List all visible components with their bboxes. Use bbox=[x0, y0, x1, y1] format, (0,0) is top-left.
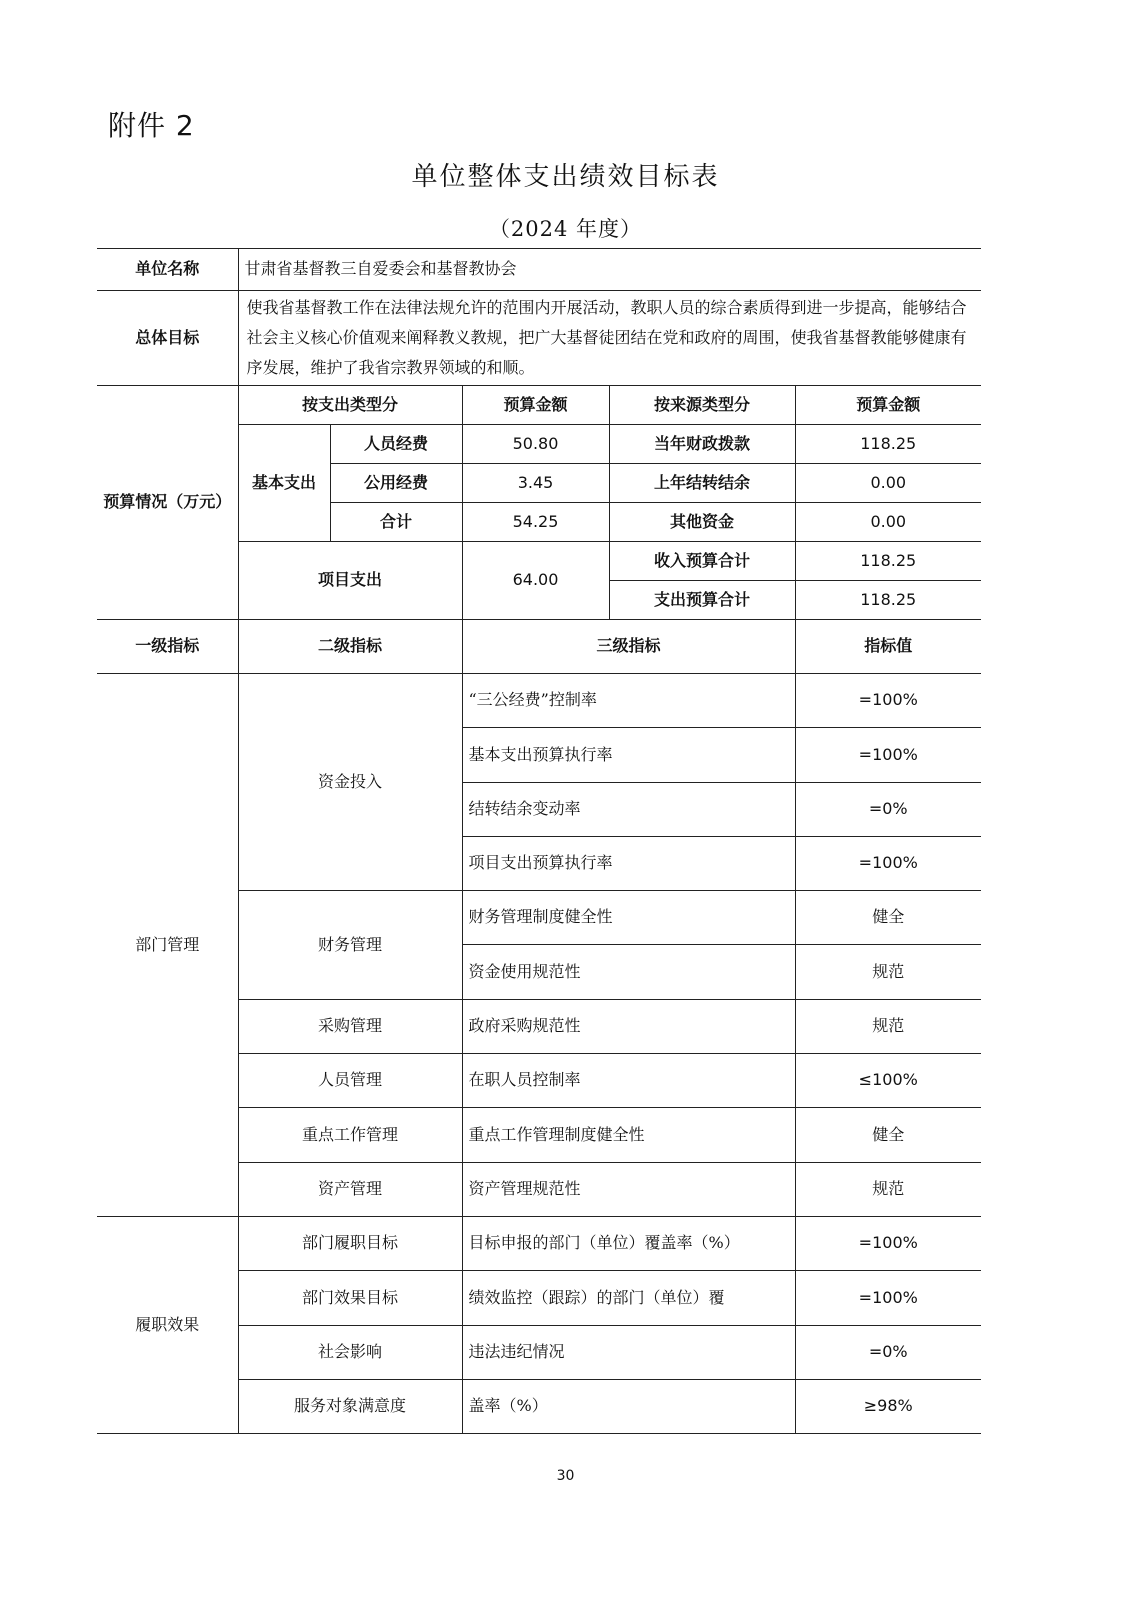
indicator-header-level3: 三级指标 bbox=[462, 620, 795, 674]
indicator-level2: 采购管理 bbox=[238, 999, 462, 1053]
indicator-header-value: 指标值 bbox=[795, 620, 981, 674]
indicator-header-row bbox=[97, 620, 981, 674]
indicator-level3: 目标申报的部门（单位）覆盖率（%） bbox=[462, 1216, 795, 1270]
source-name: 支出预算合计 bbox=[609, 581, 795, 620]
basic-item-name: 人员经费 bbox=[330, 425, 462, 464]
basic-item-name: 合计 bbox=[330, 503, 462, 542]
indicator-value: 规范 bbox=[795, 945, 981, 999]
indicator-value: 健全 bbox=[795, 1108, 981, 1162]
source-amount: 118.25 bbox=[795, 542, 981, 581]
goal-label: 总体目标 bbox=[97, 291, 238, 386]
budget-header-source-type: 按来源类型分 bbox=[609, 386, 795, 425]
indicator-value: 健全 bbox=[795, 891, 981, 945]
basic-item-amount: 54.25 bbox=[462, 503, 609, 542]
indicator-level2: 服务对象满意度 bbox=[238, 1379, 462, 1433]
unit-label: 单位名称 bbox=[97, 249, 238, 291]
indicator-level2: 财务管理 bbox=[238, 891, 462, 1000]
indicator-level2: 人员管理 bbox=[238, 1054, 462, 1108]
indicator-level3: 违法违纪情况 bbox=[462, 1325, 795, 1379]
source-name: 收入预算合计 bbox=[609, 542, 795, 581]
indicator-header-level2: 二级指标 bbox=[238, 620, 462, 674]
indicator-level2: 部门履职目标 bbox=[238, 1216, 462, 1270]
budget-header-amount: 预算金额 bbox=[462, 386, 609, 425]
indicator-level3: “三公经费”控制率 bbox=[462, 674, 795, 728]
indicator-level3: 资产管理规范性 bbox=[462, 1162, 795, 1216]
project-expense-label: 项目支出 bbox=[238, 542, 462, 620]
indicator-row bbox=[97, 674, 981, 728]
indicator-value: ≥98% bbox=[795, 1379, 981, 1433]
indicator-value: =100% bbox=[795, 1216, 981, 1270]
indicator-level3: 重点工作管理制度健全性 bbox=[462, 1108, 795, 1162]
source-name: 当年财政拨款 bbox=[609, 425, 795, 464]
document-title: 单位整体支出绩效目标表 bbox=[411, 162, 720, 192]
performance-target-table bbox=[97, 248, 981, 1434]
goal-row bbox=[97, 291, 981, 386]
budget-header-expense-type: 按支出类型分 bbox=[238, 386, 462, 425]
indicator-value: =100% bbox=[795, 1271, 981, 1325]
indicator-level2: 资金投入 bbox=[238, 674, 462, 891]
indicator-value: =0% bbox=[795, 1325, 981, 1379]
indicator-value: =100% bbox=[795, 836, 981, 890]
unit-value: 甘肃省基督教三自爱委会和基督教协会 bbox=[238, 249, 981, 291]
indicator-header-level1: 一级指标 bbox=[97, 620, 238, 674]
indicator-level3: 基本支出预算执行率 bbox=[462, 728, 795, 782]
indicator-level2: 社会影响 bbox=[238, 1325, 462, 1379]
indicator-level3: 资金使用规范性 bbox=[462, 945, 795, 999]
goal-text: 使我省基督教工作在法律法规允许的范围内开展活动，教职人员的综合素质得到进一步提高，能够结合社会主义核心价值观来阐释教义教规，把广大基督徒团结在党和政府的周围，使我省基督教能够健康有序发展，维护了我省宗教界领域的和顺。 bbox=[238, 291, 981, 386]
indicator-level1: 履职效果 bbox=[97, 1216, 238, 1433]
budget-header-source-amount: 预算金额 bbox=[795, 386, 981, 425]
indicator-level2: 部门效果目标 bbox=[238, 1271, 462, 1325]
attachment-label: 附件 2 bbox=[108, 109, 195, 142]
basic-expense-label: 基本支出 bbox=[238, 425, 330, 542]
indicator-level3: 项目支出预算执行率 bbox=[462, 836, 795, 890]
indicator-value: =100% bbox=[795, 674, 981, 728]
indicator-level1: 部门管理 bbox=[97, 674, 238, 1217]
indicator-level3: 政府采购规范性 bbox=[462, 999, 795, 1053]
indicator-level2: 资产管理 bbox=[238, 1162, 462, 1216]
budget-label: 预算情况（万元） bbox=[97, 386, 238, 620]
indicator-level3: 绩效监控（跟踪）的部门（单位）覆 bbox=[462, 1271, 795, 1325]
source-amount: 0.00 bbox=[795, 503, 981, 542]
indicator-value: =0% bbox=[795, 782, 981, 836]
document-year: （2024 年度） bbox=[488, 217, 643, 241]
basic-item-amount: 50.80 bbox=[462, 425, 609, 464]
source-amount: 118.25 bbox=[795, 581, 981, 620]
indicator-row bbox=[97, 1216, 981, 1270]
indicator-level3: 财务管理制度健全性 bbox=[462, 891, 795, 945]
basic-item-amount: 3.45 bbox=[462, 464, 609, 503]
source-amount: 118.25 bbox=[795, 425, 981, 464]
indicator-level3: 在职人员控制率 bbox=[462, 1054, 795, 1108]
basic-item-name: 公用经费 bbox=[330, 464, 462, 503]
indicator-value: 规范 bbox=[795, 999, 981, 1053]
indicator-level3: 结转结余变动率 bbox=[462, 782, 795, 836]
indicator-level2: 重点工作管理 bbox=[238, 1108, 462, 1162]
page-number: 30 bbox=[556, 1468, 575, 1484]
indicator-value: =100% bbox=[795, 728, 981, 782]
source-name: 上年结转结余 bbox=[609, 464, 795, 503]
budget-header-row bbox=[97, 386, 981, 425]
project-expense-amount: 64.00 bbox=[462, 542, 609, 620]
source-name: 其他资金 bbox=[609, 503, 795, 542]
source-amount: 0.00 bbox=[795, 464, 981, 503]
indicator-value: ≤100% bbox=[795, 1054, 981, 1108]
unit-row bbox=[97, 249, 981, 291]
indicator-value: 规范 bbox=[795, 1162, 981, 1216]
indicator-level3: 盖率（%） bbox=[462, 1379, 795, 1433]
